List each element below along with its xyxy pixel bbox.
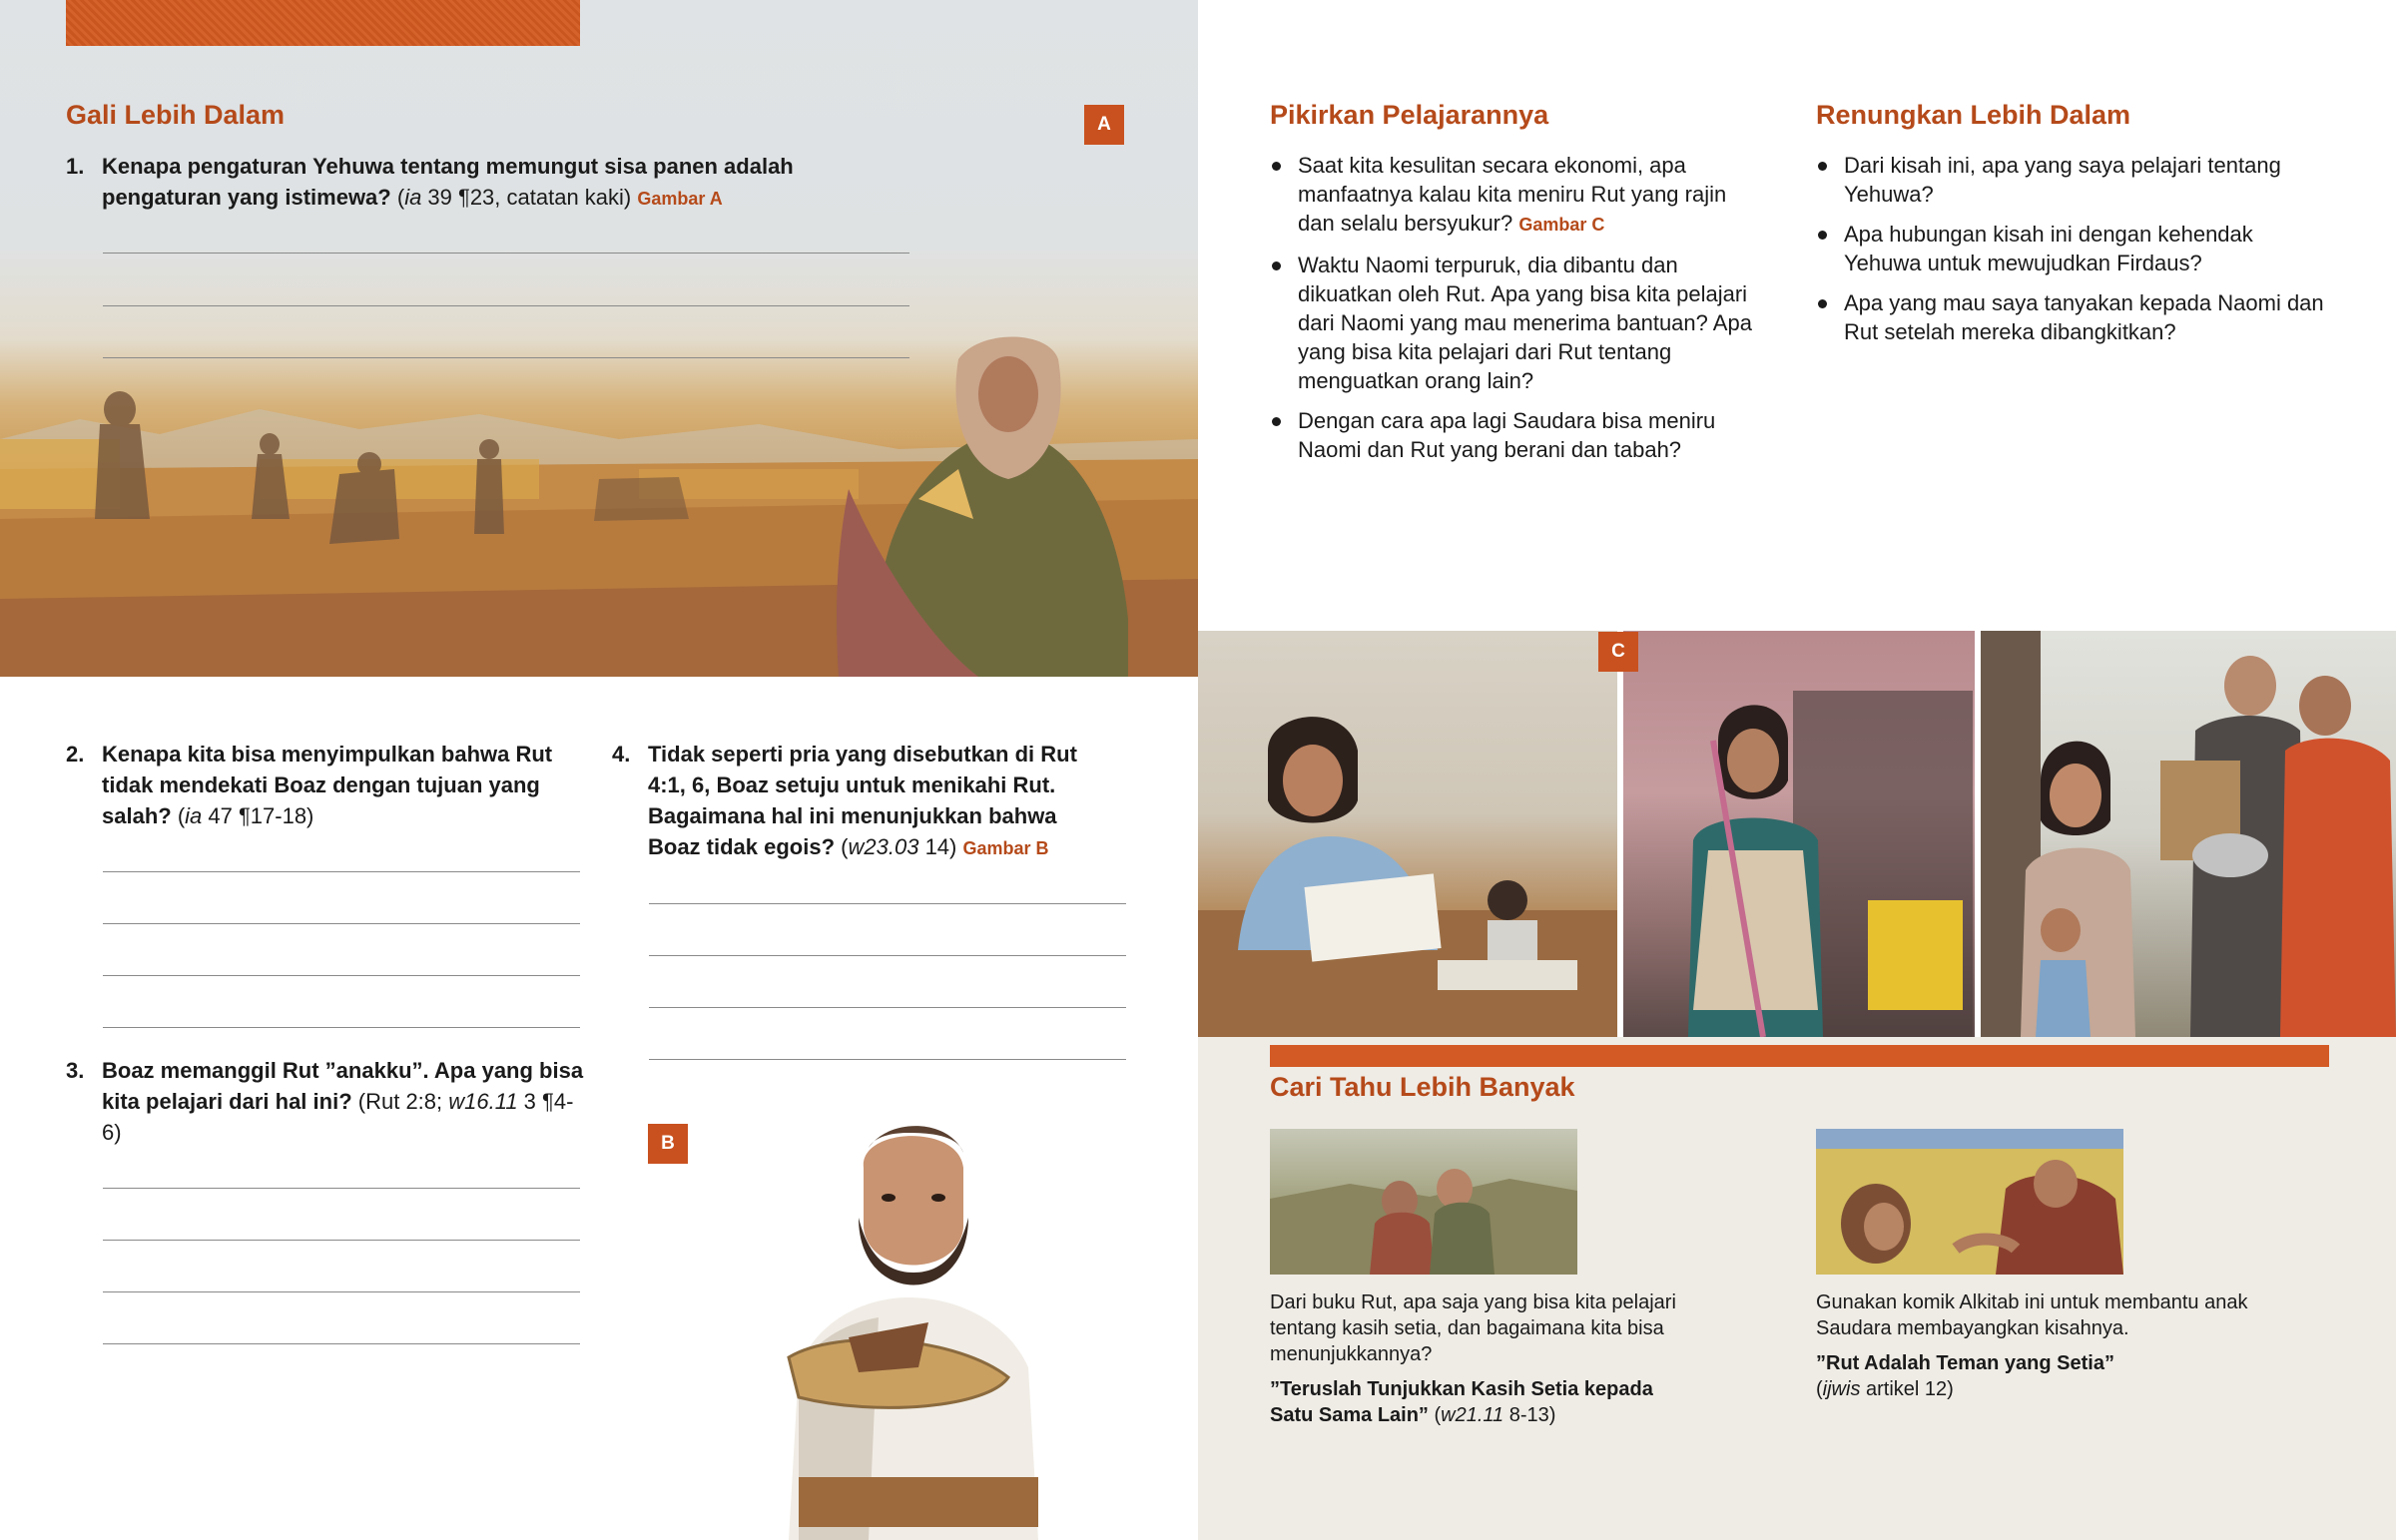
question-text: Tidak seperti pria yang disebutkan di Rut 4:1, 6, Boaz setuju untuk menikahi Rut. Bagaimana hal ini menunjukkan bahwa Boaz tidak egois? xyxy=(648,742,1077,859)
more-section xyxy=(1198,1037,2396,1540)
answer-line[interactable] xyxy=(103,975,580,976)
answer-line[interactable] xyxy=(649,903,1126,904)
answer-line[interactable] xyxy=(103,1291,580,1292)
answer-line[interactable] xyxy=(103,871,580,872)
answer-line[interactable] xyxy=(103,305,909,306)
question-number: 1. xyxy=(66,154,85,179)
question-3 xyxy=(66,1055,585,1148)
more-item-2-description: Gunakan komik Alkitab ini untuk membantu anak Saudara membayangkan kisahnya. xyxy=(1816,1291,2248,1339)
section-title-gali-lebih-dalam: Gali Lebih Dalam xyxy=(66,100,286,130)
answer-line[interactable] xyxy=(103,923,580,924)
more-item-2-link[interactable]: ”Rut Adalah Teman yang Setia” (ijwis artikel 12) xyxy=(1816,1352,2114,1400)
photo-neighbors-bringing-food xyxy=(1981,631,2396,1037)
question-number: 2. xyxy=(66,742,85,767)
right-page xyxy=(1198,0,2396,1540)
answer-line[interactable] xyxy=(649,955,1126,956)
answer-line[interactable] xyxy=(103,1027,580,1028)
bullet-item: Apa yang mau saya tanyakan kepada Naomi dan Rut setelah mereka dibangkitkan? xyxy=(1816,288,2325,346)
bullet-item: Waktu Naomi terpuruk, dia dibantu dan dikuatkan oleh Rut. Apa yang bisa kita pelajari dari Naomi yang mau menerima bantuan? Apa yang bisa kita pelajari dari Rut tentang menguatkan orang lain? xyxy=(1270,251,1769,395)
question-ref: (ia 47 ¶17-18) xyxy=(177,803,314,828)
section-title-renungkan-lebih-dalam: Renungkan Lebih Dalam xyxy=(1816,100,2131,130)
picture-reference: Gambar C xyxy=(1518,215,1605,235)
orange-rule xyxy=(1270,1045,2329,1067)
boaz-illustration xyxy=(759,1108,1058,1540)
bullet-list-pikirkan xyxy=(1270,151,1769,475)
question-4 xyxy=(612,739,1111,864)
question-text: Kenapa kita bisa menyimpulkan bahwa Rut tidak mendekati Boaz dengan tujuan yang salah? xyxy=(102,742,553,828)
bullet-item: Dengan cara apa lagi Saudara bisa meniru Naomi dan Rut yang berani dan tabah? xyxy=(1270,406,1769,464)
question-text: Kenapa pengaturan Yehuwa tentang memungut sisa panen adalah pengaturan yang istimewa? xyxy=(102,154,794,210)
picture-tag-b: B xyxy=(648,1124,688,1164)
question-ref: (w23.03 14) xyxy=(841,834,957,859)
picture-tag-c: C xyxy=(1598,632,1638,672)
photo-woman-with-bills xyxy=(1198,631,1617,1037)
answer-line[interactable] xyxy=(649,1059,1126,1060)
answer-line[interactable] xyxy=(103,253,909,254)
more-item-1-description: Dari buku Rut, apa saja yang bisa kita pelajari tentang kasih setia, dan bagaimana kita bisa menunjukkannya? xyxy=(1270,1291,1676,1365)
answer-line[interactable] xyxy=(103,1188,580,1189)
answer-line[interactable] xyxy=(649,1007,1126,1008)
bullet-list-renungkan xyxy=(1816,151,2325,357)
bullet-item: Dari kisah ini, apa yang saya pelajari tentang Yehuwa? xyxy=(1816,151,2325,209)
picture-reference: Gambar A xyxy=(637,189,723,209)
question-text: Boaz memanggil Rut ”anakku”. Apa yang bisa kita pelajari dari hal ini? xyxy=(102,1058,584,1114)
question-number: 3. xyxy=(66,1058,85,1083)
more-item-1-link[interactable]: ”Teruslah Tunjukkan Kasih Setia kepada Satu Sama Lain” (w21.11 8-13) xyxy=(1270,1378,1653,1426)
answer-line[interactable] xyxy=(103,357,909,358)
thumbnail-naomi-and-ruth[interactable] xyxy=(1270,1129,1577,1275)
photo-woman-cleaning xyxy=(1623,631,1975,1037)
thumbnail-bible-comic[interactable] xyxy=(1816,1129,2123,1275)
picture-reference: Gambar B xyxy=(962,838,1049,858)
question-2 xyxy=(66,739,575,831)
picture-tag-a: A xyxy=(1084,105,1124,145)
bullet-item: Apa hubungan kisah ini dengan kehendak Yehuwa untuk mewujudkan Firdaus? xyxy=(1816,220,2325,277)
answer-line[interactable] xyxy=(103,1240,580,1241)
bullet-item: Saat kita kesulitan secara ekonomi, apa manfaatnya kalau kita meniru Rut yang rajin dan selalu bersyukur? Gambar C xyxy=(1270,151,1769,240)
question-ref: (ia 39 ¶23, catatan kaki) xyxy=(396,185,632,210)
question-number: 4. xyxy=(612,742,631,767)
question-1 xyxy=(66,151,865,215)
question-ref: (Rut 2:8; w16.11 3 ¶4-6) xyxy=(102,1089,574,1145)
section-title-cari-tahu-lebih-banyak: Cari Tahu Lebih Banyak xyxy=(1270,1072,1575,1102)
photo-strip-gambar-c xyxy=(1198,631,2396,1037)
answer-line[interactable] xyxy=(103,1343,580,1344)
section-title-pikirkan-pelajarannya: Pikirkan Pelajarannya xyxy=(1270,100,1549,130)
decorative-texture-bar xyxy=(66,0,580,46)
